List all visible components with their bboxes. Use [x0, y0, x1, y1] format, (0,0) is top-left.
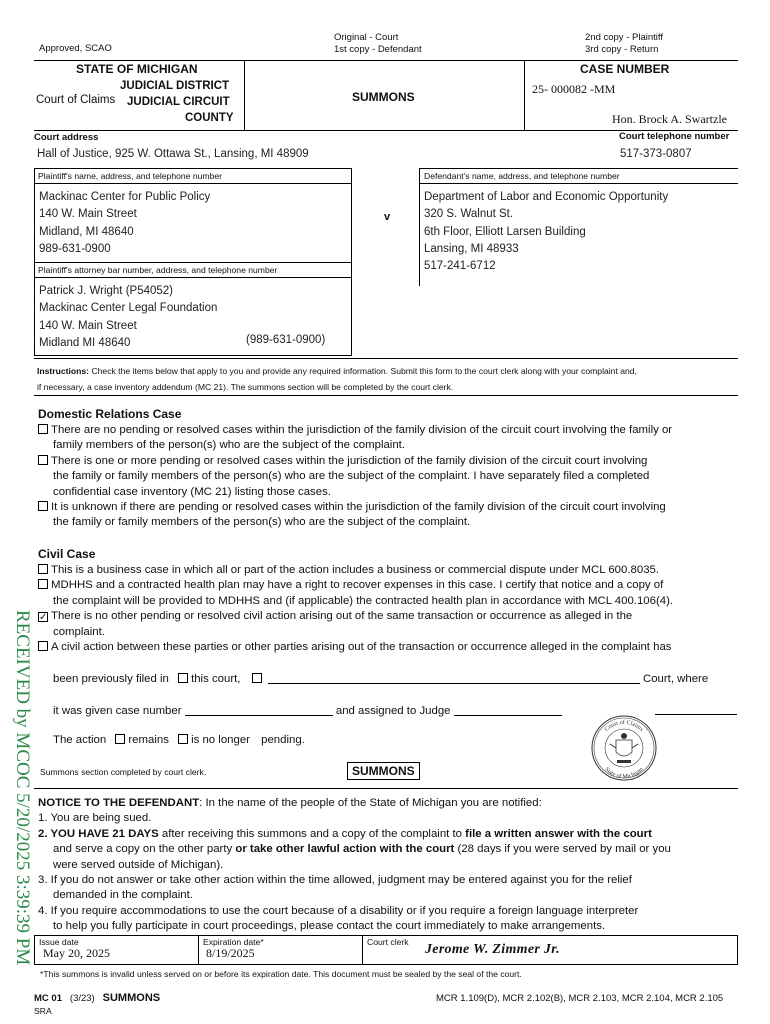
other-court-field[interactable]: [268, 671, 640, 684]
checkbox[interactable]: [38, 424, 48, 434]
issue-date: May 20, 2025: [43, 946, 110, 960]
checkbox[interactable]: [38, 564, 48, 574]
defendant-label: Defendant's name, address, and telephone number: [424, 171, 620, 181]
footer-rules: MCR 1.109(D), MCR 2.102(B), MCR 2.103, MCR 2.104, MCR 2.105: [436, 993, 724, 1004]
state-of-michigan: STATE OF MICHIGAN: [76, 62, 198, 76]
received-stamp: RECEIVED by MCOC 5/20/2025 3:39:39 PM: [12, 610, 33, 966]
checkbox[interactable]: [38, 641, 48, 651]
clerk-signature: Jerome W. Zimmer Jr.: [425, 942, 560, 957]
seal-bottom-text: State of Michigan: [603, 766, 645, 781]
court-address: Hall of Justice, 925 W. Ottawa St., Lansing, MI 48909: [37, 148, 309, 160]
versus-label: v: [384, 211, 391, 223]
issue-date-label: Issue date: [39, 937, 79, 947]
copy-defendant: 1st copy - Defendant: [334, 44, 422, 55]
summons-box: SUMMONS: [347, 762, 420, 780]
county-label: COUNTY: [185, 112, 234, 124]
judge-name: Hon. Brock A. Swartzle: [612, 112, 727, 126]
clerk-note: Summons section completed by court clerk.: [40, 767, 207, 777]
notice-heading: NOTICE TO THE DEFENDANT: [38, 797, 200, 809]
approved-label: Approved, SCAO: [39, 43, 112, 54]
svg-text:State of Michigan: [603, 767, 644, 780]
checkbox-no-longer[interactable]: [178, 734, 188, 744]
attorney-info: Patrick J. Wright (P54052) Mackinac Center Legal Foundation 140 W. Main Street Midland MI 48640: [39, 285, 218, 349]
court-phone: 517-373-0807: [620, 148, 692, 160]
civil-section: This is a business case in which all or part of the action includes a business or commercial dispute under MCL 600.8035. MDHHS and a contracted health plan may have a right to recover expenses in this case. I certify that notice and a copy of the complaint will be provided to MDHHS and (if applicable) the contracted health plan in accordance with MCL 400.106(4). ✓ There is no other pending or resolved civil action arising out of the same transaction or occurrence as alleged in the complaint. A civil action between these parties or other parties arising out of the transaction or occurrence alleged in the complaint has: [38, 563, 738, 655]
copy-return: 3rd copy - Return: [585, 44, 659, 55]
case-judge-row: it was given case number and assigned to Judge: [53, 703, 562, 717]
civil-item-1: This is a business case in which all or part of the action includes a business or commercial dispute under MCL 600.8035.: [38, 563, 738, 578]
judicial-circuit: JUDICIAL CIRCUIT: [127, 96, 230, 108]
plaintiff-info: Mackinac Center for Public Policy 140 W. Main Street Midland, MI 48640 989-631-0900: [39, 191, 211, 255]
seal-top-text: Court of Claims: [603, 719, 645, 733]
court-phone-label: Court telephone number: [619, 131, 730, 142]
footer-sra: SRA: [34, 1006, 52, 1016]
court-name: Court of Claims: [36, 94, 116, 106]
copy-plaintiff: 2nd copy - Plaintiff: [585, 32, 663, 43]
footnote: *This summons is invalid unless served on or before its expiration date. This document must be sealed by the seal of the court.: [40, 969, 522, 979]
checkbox-other-court[interactable]: [252, 673, 262, 683]
filed-in-row: been previously filed in this court, Court, where: [53, 673, 709, 685]
footer-form: MC 01 (3/23) SUMMONS: [34, 992, 161, 1004]
domestic-item-2: There is one or more pending or resolved cases within the jurisdiction of the family division of the circuit court involving: [38, 454, 738, 469]
checkbox-this-court[interactable]: [178, 673, 188, 683]
prior-judge-field[interactable]: [454, 703, 562, 716]
checkbox-checked[interactable]: ✓: [39, 612, 48, 624]
plaintiff-label: Plaintiff's name, address, and telephone number: [38, 171, 222, 181]
checkbox[interactable]: [38, 579, 48, 589]
action-status-row: The action remains is no longer pending.: [53, 734, 305, 746]
court-address-label: Court address: [34, 132, 99, 143]
domestic-section: There are no pending or resolved cases within the jurisdiction of the family division of the circuit court involving the family or family members of the person(s) who are the subject of the complaint. There is one or more pending or resolved cases within the jurisdiction of the family division of the circuit court involving the family or family members of the person(s) who are the subject of the complaint. I have separately filed a completed confidential case inventory (MC 21) listing those cases. It is unknown if there are pending or resolved cases within the jurisdiction of the family division of the circuit court involving the family or family members of the person(s) who are the subject of the complaint.: [38, 423, 738, 531]
expiration-date: 8/19/2025: [206, 946, 255, 960]
notice-section: NOTICE TO THE DEFENDANT: In the name of the people of the State of Michigan you are notified: 1. You are being sued. 2. YOU HAVE 21 DAYS after receiving this summons and a copy of the complaint to file a written answer with the court and serve a copy on the other party or take other lawful action with the court (28 days if you were served by mail or you were served outside of Michigan). 3. If you do not answer or take other action within the time allowed, judgment may be entered against you for the relief demanded in the complaint. 4. If you require accommodations to use the court because of a disability or if you require a foreign language interpreter to help you fully participate in court proceedings, please contact the court immediately to make arrangements.: [38, 797, 671, 933]
checkbox[interactable]: [38, 455, 48, 465]
court-clerk-label: Court clerk: [367, 937, 409, 947]
expiration-date-label: Expiration date*: [203, 937, 264, 947]
checkbox[interactable]: [38, 501, 48, 511]
copy-court: Original - Court: [334, 32, 399, 43]
judicial-district: JUDICIAL DISTRICT: [120, 80, 230, 92]
checkbox-remains[interactable]: [115, 734, 125, 744]
civil-item-2: MDHHS and a contracted health plan may have a right to recover expenses in this case. I certify that notice and a copy of: [38, 578, 738, 593]
civil-item-3: ✓ There is no other pending or resolved civil action arising out of the same transaction or occurrence as alleged in the: [39, 610, 633, 624]
domestic-heading: Domestic Relations Case: [38, 407, 182, 421]
attorney-phone: (989-631-0900): [246, 334, 326, 346]
form-title: SUMMONS: [352, 90, 415, 104]
defendant-info: Department of Labor and Economic Opportunity 320 S. Walnut St. 6th Floor, Elliott Larsen Building Lansing, MI 48933 517-241-6712: [424, 191, 669, 273]
civil-item-4: A civil action between these parties or other parties arising out of the transaction or occurrence alleged in the complaint has: [38, 640, 738, 655]
court-seal: [590, 714, 658, 782]
case-number: 25- 000082 -MM: [532, 82, 616, 96]
case-number-label: CASE NUMBER: [580, 62, 670, 76]
domestic-item-3: It is unknown if there are pending or resolved cases within the jurisdiction of the family division of the circuit court involving: [38, 500, 738, 515]
instructions: Instructions: Check the items below that apply to you and provide any required information. Submit this form to the court clerk along with your complaint and, if necessary, a case inventory addendum (MC 21). The summons section will be completed by the court clerk.: [37, 366, 637, 392]
civil-heading: Civil Case: [38, 547, 96, 561]
attorney-label: Plaintiff's attorney bar number, address, and telephone number: [38, 265, 278, 275]
domestic-item-1: There are no pending or resolved cases within the jurisdiction of the family division of the circuit court involving the family or: [38, 423, 738, 438]
prior-case-number-field[interactable]: [185, 703, 333, 716]
